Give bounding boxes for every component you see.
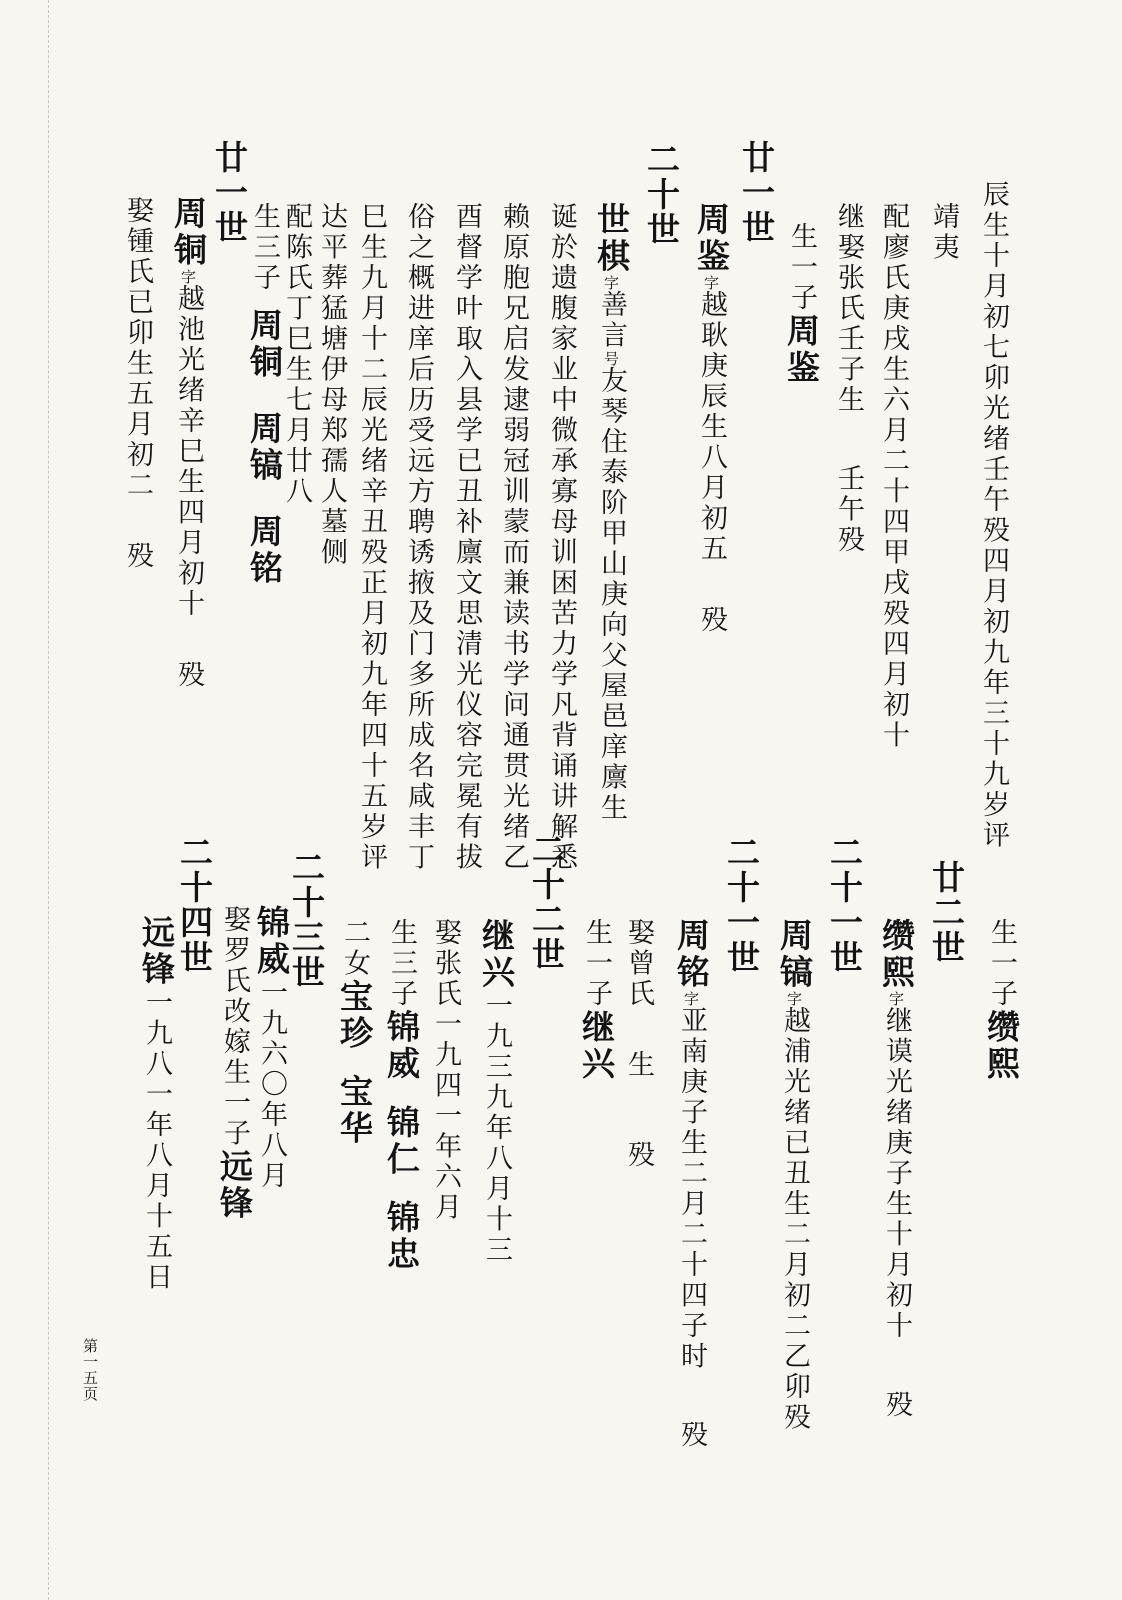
lower-col-8: [432, 918, 459, 1223]
person-name: 锦威: [252, 905, 291, 978]
text-line: 生一子: [786, 222, 817, 314]
person-name: 继兴: [477, 918, 516, 991]
person-name: 继兴: [577, 1009, 616, 1083]
text-line: 生三子: [386, 918, 417, 1010]
person-name: 宝华: [335, 1074, 374, 1147]
upper-col-11: [405, 202, 432, 873]
upper-col-10: [453, 202, 480, 873]
upper-col-8: [548, 202, 575, 873]
person-name: 周铜: [169, 196, 208, 269]
death-note: 殁: [623, 1140, 654, 1171]
upper-col-5: [782, 222, 821, 387]
text-line: 诞於遗腹家业中微承寡母训困苦力学凡背诵讲解悉: [546, 202, 577, 873]
text-line: 娶锺氏已卯生五月初二: [122, 196, 153, 501]
text-line: 酉督学叶取入县学已丑补廪文思清光仪容完冕有拔: [451, 202, 482, 873]
lower-col-7: [477, 918, 516, 1266]
person-name: 宝珍: [335, 979, 374, 1052]
person-name: 锦仁: [382, 1104, 421, 1178]
person-name: 周鉴: [692, 202, 731, 275]
text-line: 配廖氏庚戌生六月二十四甲戌殁四月初十: [878, 202, 909, 751]
text-line: 一九八一年八月十五日: [141, 988, 172, 1293]
death-note: 殁: [676, 1420, 707, 1451]
upper-col-13: [318, 202, 345, 568]
text-line: 赖原胞兄启发逮弱冠训蒙而兼读书学问通贯光绪乙: [498, 202, 529, 873]
text-line: 二女: [339, 918, 370, 979]
text-line: 娶曾氏: [623, 918, 654, 1010]
lower-col-12: [215, 905, 254, 1222]
lower-col-3: [775, 918, 814, 1433]
text-line: 配陈氏丁巳生七月廿八: [281, 202, 312, 507]
upper-col-7: [592, 202, 631, 824]
lower-col-9: [382, 918, 421, 1273]
text-line: 生一子: [986, 918, 1017, 1010]
person-name: 周铭: [672, 918, 711, 991]
text-line: 生一子: [581, 918, 612, 1010]
lower-col-11: [252, 905, 291, 1192]
lower-col-13: [137, 915, 176, 1293]
lower-col-6: [577, 918, 616, 1083]
text-line: 娶罗氏改嫁生一子: [219, 905, 250, 1149]
text-line: 辰生十月初七卯光绪壬午殁四月初九年三十九岁评: [978, 180, 1009, 851]
text-line: 亚南庚子生二月二十四子时: [676, 1006, 707, 1372]
upper-col-14: [283, 202, 310, 507]
death-note: 殁: [696, 604, 727, 635]
person-name: 缵熙: [877, 918, 916, 991]
lower-col-5: [625, 918, 652, 1171]
courtesy-mark: 字: [887, 991, 905, 1006]
person-name: 周镐: [775, 918, 814, 991]
death-note: 殁: [173, 659, 204, 690]
death-note: 壬午殁: [833, 463, 864, 555]
person-name: 周镐: [245, 410, 284, 484]
person-name: 远锋: [137, 915, 176, 988]
upper-col-4: [835, 202, 862, 555]
upper-col-3: [880, 202, 907, 751]
generation-label: 二十三世: [287, 850, 326, 990]
courtesy-mark: 字: [602, 275, 620, 290]
page-number: 第一五页: [81, 1338, 99, 1402]
person-name: 远锋: [215, 1149, 254, 1222]
upper-col-15: [245, 202, 284, 587]
alias-mark: 号: [602, 351, 620, 366]
upper-col-6: [692, 202, 731, 635]
text-line: 生三子: [249, 202, 280, 294]
text-line: 越浦光绪已丑生二月初二乙卯殁: [779, 1006, 810, 1433]
person-name: 缵熙: [982, 1009, 1021, 1083]
lower-col-2: [877, 918, 916, 1420]
upper-col-9: [500, 202, 527, 873]
text-line: 越耿庚辰生八月初五: [696, 290, 727, 565]
lower-col-4: [672, 918, 711, 1451]
generation-label: 二十一世: [825, 835, 864, 975]
text-line: 继娶张氏壬子生: [833, 202, 864, 416]
person-name: 周鉴: [782, 313, 821, 387]
generation-label: 二十二世: [527, 832, 566, 972]
birth-note: 生: [623, 1049, 654, 1080]
text-line: 靖夷: [928, 202, 959, 263]
text-line: 一九三九年八月十三: [481, 991, 512, 1266]
courtesy-mark: 字: [682, 991, 700, 1006]
upper-col-17: [124, 196, 151, 572]
generation-label: 二十四世: [175, 835, 214, 975]
death-note: 殁: [122, 541, 153, 572]
upper-col-12: [358, 202, 385, 873]
text-line: 友琴住泰阶甲山庚向父屋邑庠廪生: [596, 366, 627, 824]
text-line: 越池光绪辛巳生四月初十: [173, 284, 204, 620]
generation-label: 廿二世: [927, 860, 966, 965]
text-line: 巳生九月十二辰光绪辛丑殁正月初九年四十五岁评: [356, 202, 387, 873]
generation-label: 廿一世: [210, 140, 249, 245]
person-name: 锦威: [382, 1009, 421, 1083]
upper-col-16: [169, 196, 208, 690]
upper-col-1: [980, 180, 1007, 851]
person-name: 锦忠: [382, 1199, 421, 1273]
text-line: 一九六〇年八月: [256, 978, 287, 1192]
generation-label: 二十世: [642, 142, 681, 247]
person-name: 周铜: [245, 307, 284, 381]
text-line: 达平葬猛塘伊母郑孺人墓侧: [316, 202, 347, 568]
person-name: 世棋: [592, 202, 631, 275]
courtesy-mark: 字: [179, 269, 197, 284]
margin-rule: [48, 0, 50, 1600]
text-line: 继谟光绪庚子生十月初十: [881, 1006, 912, 1342]
generation-label: 二十一世: [722, 835, 761, 975]
courtesy-mark: 字: [702, 275, 720, 290]
generation-label: 廿一世: [737, 140, 776, 245]
lower-col-1: [982, 918, 1021, 1083]
person-name: 周铭: [245, 513, 284, 587]
lower-col-10: [335, 918, 374, 1147]
death-note: 殁: [881, 1389, 912, 1420]
text-line: 俗之概进庠后历受远方聘诱掖及门多所成名咸丰丁: [403, 202, 434, 873]
text-line: 娶张氏一九四一年六月: [430, 918, 461, 1223]
courtesy-mark: 字: [785, 991, 803, 1006]
upper-col-2: [930, 202, 957, 263]
text-line: 善言: [596, 290, 627, 351]
